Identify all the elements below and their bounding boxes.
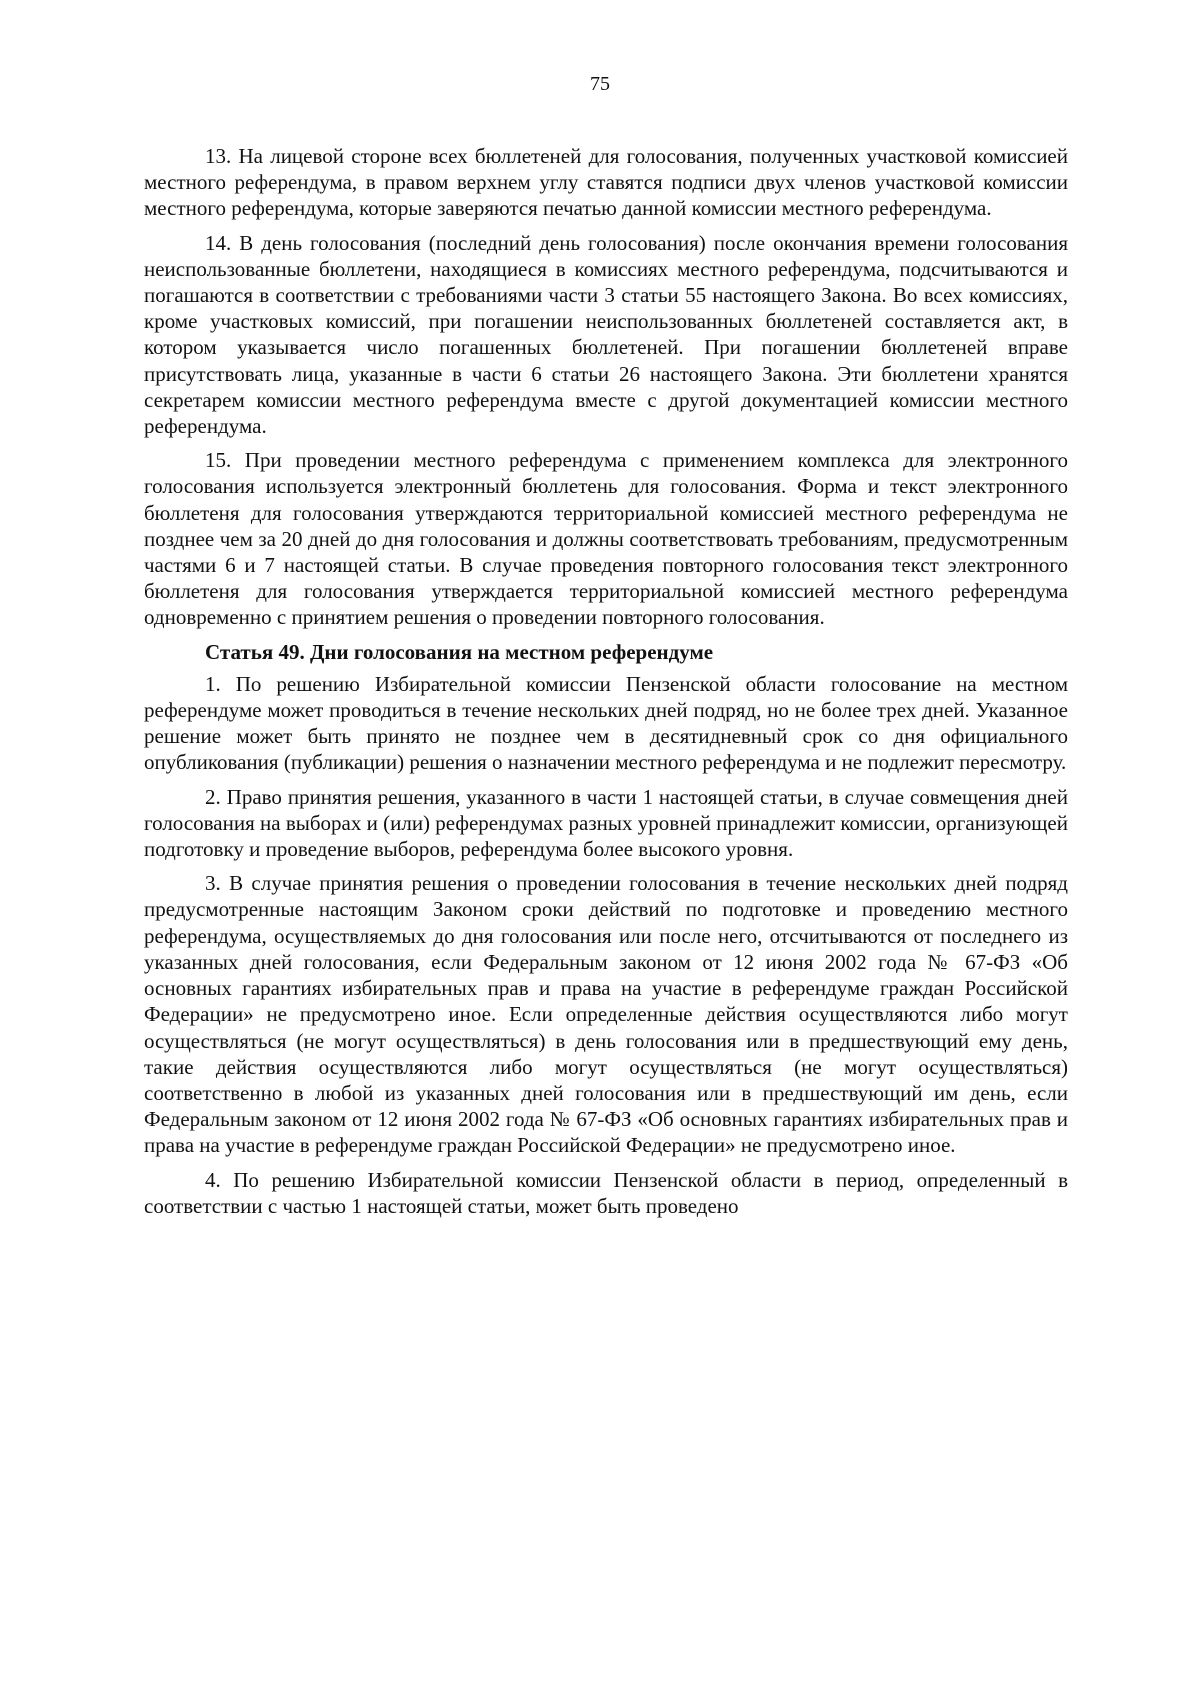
page-content	[144, 143, 1068, 1227]
paragraph-13: 13. На лицевой стороне всех бюллетеней для голосования, полученных участковой комиссией местного референдума, в правом верхнем углу ставятся подписи двух членов участковой комиссии местного референдума, которые заверяются печатью данной комиссии местного референдума.	[144, 144, 1068, 221]
article-paragraph-2: 2. Право принятия решения, указанного в части 1 настоящей статьи, в случае совмещения дней голосования на выборах и (или) референдумах разных уровней принадлежит комиссии, организующей подготовку и проведение выборов, референдума более высокого уровня.	[144, 784, 1068, 862]
paragraph-15: 15. При проведении местного референдума с применением комплекса для электронного голосования используется электронный бюллетень для голосования. Форма и текст электронного бюллетеня для голосования утверждаются территориальной комиссией местного референдума не позднее чем за 20 дней до дня голосования и должны соответствовать требованиям, предусмотренным частями 6 и 7 настоящей статьи. В случае проведения повторного голосования текст электронного бюллетеня для голосования утверждается территориальной комиссией местного референдума одновременно с принятием решения о проведении повторного голосования.	[144, 448, 1068, 630]
article-paragraph-3: 3. В случае принятия решения о проведении голосования в течение нескольких дней подряд предусмотренные настоящим Законом сроки действий по подготовке и проведению местного референдума, осуществляемых до дня голосования или после него, отсчитываются от последнего из указанных дней голосования, если Федеральным законом от 12 июня 2002 года № 67-ФЗ «Об основных гарантиях избирательных прав и права на участие в референдуме граждан Российской Федерации» не предусмотрено иное. Если определенные действия осуществляются либо могут осуществляться (не могут осуществляться) в день голосования или в предшествующий ему день, такие действия осуществляются либо могут осуществляться (не могут осуществляться) соответственно в любой из указанных дней голосования или в предшествующий им день, если Федеральным законом от 12 июня 2002 года № 67-ФЗ «Об основных гарантиях избирательных прав и права на участие в референдуме граждан Российской Федерации» не предусмотрено иное.	[144, 871, 1068, 1158]
article-paragraph-4: 4. По решению Избирательной комиссии Пензенской области в период, определенный в соответствии с частью 1 настоящей статьи, может быть проведено	[144, 1167, 1068, 1218]
article-heading: Статья 49. Дни голосования на местном референдуме	[205, 639, 714, 664]
article-paragraph-1: 1. По решению Избирательной комиссии Пензенской области голосование на местном референдуме может проводиться в течение нескольких дней подряд, но не более трех дней. Указанное решение может быть принято не позднее чем в десятидневный срок со дня официального опубликования (публикации) решения о назначении местного референдума и не подлежит пересмотру.	[144, 671, 1068, 775]
paragraph-14: 14. В день голосования (последний день голосования) после окончания времени голосования неиспользованные бюллетени, находящиеся в комиссиях местного референдума, подсчитываются и погашаются в соответствии с требованиями части 3 статьи 55 настоящего Закона. Во всех комиссиях, кроме участковых комиссий, при погашении неиспользованных бюллетеней составляется акт, в котором указывается число погашенных бюллетеней. При погашении бюллетеней вправе присутствовать лица, указанные в части 6 статьи 26 настоящего Закона. Эти бюллетени хранятся секретарем комиссии местного референдума вместе с другой документацией комиссии местного референдума.	[144, 230, 1068, 439]
page-number: 75	[590, 73, 610, 95]
